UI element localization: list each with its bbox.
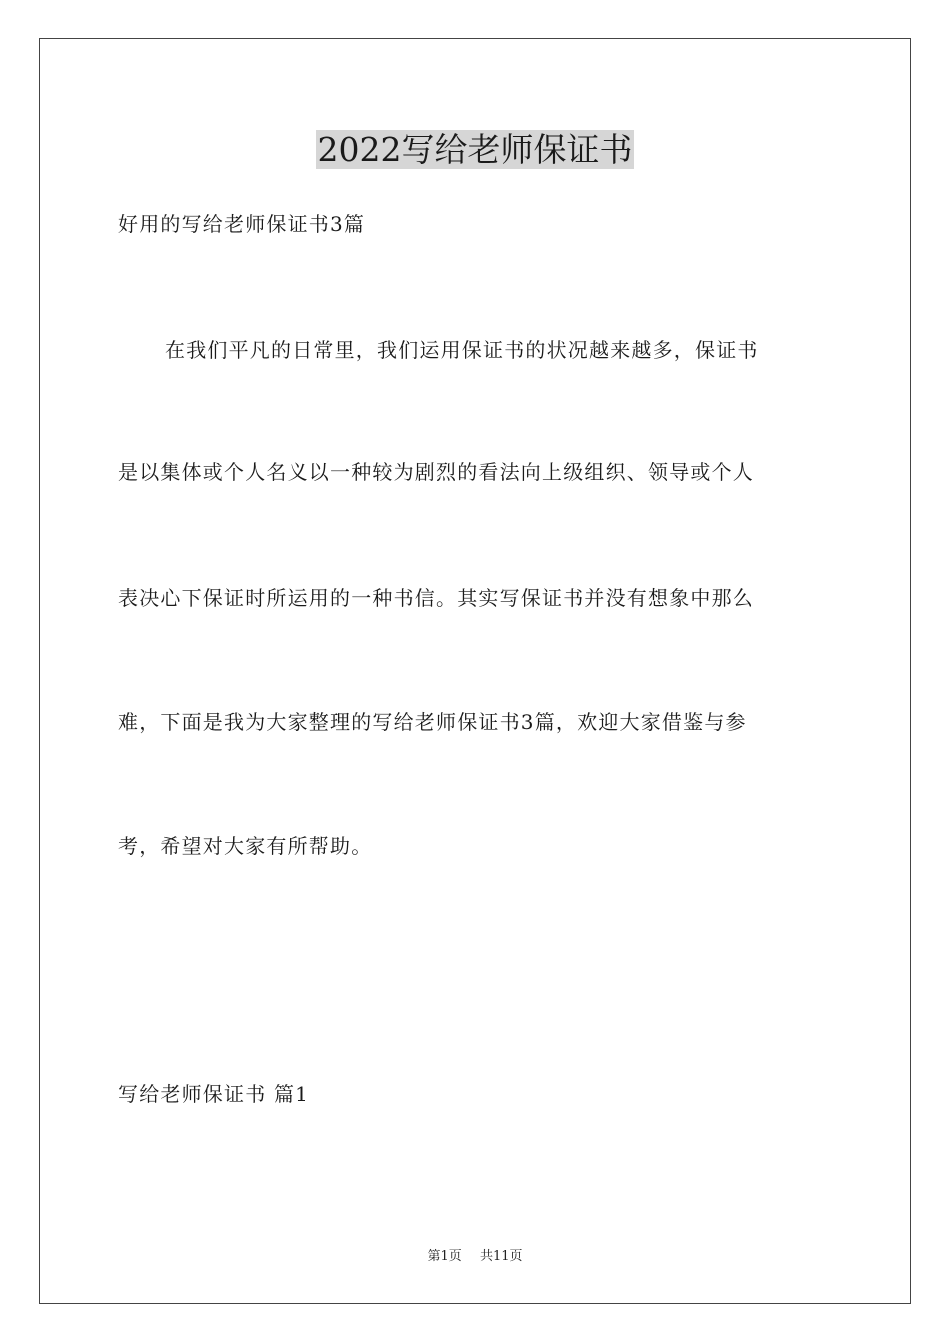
paragraph-line-5: 考，希望对大家有所帮助。 bbox=[118, 834, 373, 858]
document-title-text: 2022写给老师保证书 bbox=[317, 130, 633, 169]
paragraph-line-4: 难，下面是我为大家整理的写给老师保证书3篇，欢迎大家借鉴与参 bbox=[118, 710, 747, 734]
document-subtitle: 好用的写给老师保证书3篇 bbox=[118, 212, 366, 236]
document-title bbox=[0, 128, 950, 172]
paragraph-line-3: 表决心下保证时所运用的一种书信。其实写保证书并没有想象中那么 bbox=[118, 586, 754, 610]
page-footer bbox=[0, 1248, 950, 1266]
page-total: 共11页 bbox=[479, 1249, 523, 1264]
section-heading: 写给老师保证书 篇1 bbox=[118, 1082, 310, 1106]
paragraph-line-1: 在我们平凡的日常里，我们运用保证书的状况越来越多，保证书 bbox=[165, 338, 759, 362]
page-number: 第1页 bbox=[427, 1249, 462, 1264]
paragraph-line-2: 是以集体或个人名义以一种较为剧烈的看法向上级组织、领导或个人 bbox=[118, 460, 754, 484]
